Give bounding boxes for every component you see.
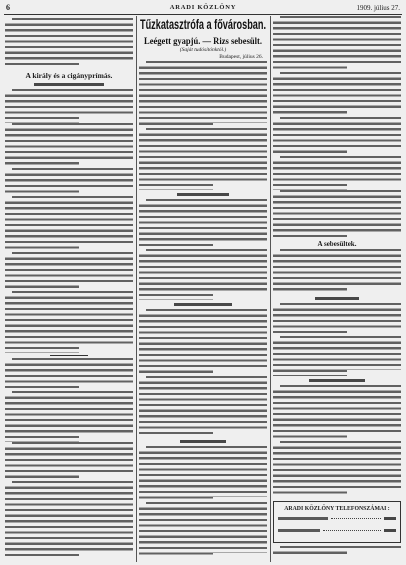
text-paragraph xyxy=(273,303,401,337)
dot-leader xyxy=(323,530,381,531)
text-paragraph xyxy=(139,309,267,376)
text-paragraph xyxy=(5,168,133,196)
page-number: 6 xyxy=(6,3,10,12)
text-paragraph xyxy=(273,190,401,240)
text-paragraph xyxy=(139,376,267,438)
text-paragraph xyxy=(273,156,401,190)
byline: (Saját tudósítónktól.) xyxy=(179,47,227,53)
telephone-numbers-box xyxy=(273,501,401,543)
telephone-label xyxy=(278,517,328,520)
text-paragraph xyxy=(139,61,267,128)
text-paragraph xyxy=(273,336,401,375)
column-rule xyxy=(136,16,137,562)
middle-column xyxy=(139,16,267,562)
text-paragraph xyxy=(5,442,133,481)
text-paragraph xyxy=(139,249,267,299)
text-paragraph xyxy=(139,446,267,502)
section-heading: A sebesültek. xyxy=(317,239,357,248)
headline-text: Tűzkatasztrófa a fővárosban. xyxy=(140,16,266,32)
issue-date: 1909. július 27. xyxy=(356,4,400,12)
text-paragraph xyxy=(5,196,133,252)
subheadline xyxy=(139,35,267,47)
section-subheading xyxy=(174,303,233,306)
article-heading: A király és a cigányprímás. xyxy=(25,71,113,81)
telephone-label xyxy=(278,529,320,532)
text-paragraph xyxy=(5,358,133,392)
telephone-number xyxy=(384,517,396,520)
telephone-row xyxy=(278,513,396,525)
text-paragraph xyxy=(5,252,133,291)
article-subheading xyxy=(34,83,104,86)
section-subheading xyxy=(315,297,359,300)
text-paragraph xyxy=(5,391,133,441)
section-separator xyxy=(50,355,88,356)
section-subheading xyxy=(309,379,365,382)
text-paragraph xyxy=(5,291,133,353)
text-paragraph xyxy=(273,117,401,156)
header-rule xyxy=(4,14,402,15)
text-paragraph xyxy=(273,546,401,557)
text-paragraph xyxy=(273,249,401,294)
right-column xyxy=(273,16,401,562)
section-subheading xyxy=(177,193,228,196)
telephone-box-title: ARADI KÖZLÖNY TELEFONSZÁMAI : xyxy=(284,505,390,512)
text-paragraph xyxy=(5,18,133,68)
left-column xyxy=(5,18,133,562)
text-paragraph xyxy=(273,385,401,441)
headline xyxy=(139,16,267,32)
text-paragraph xyxy=(139,199,267,249)
dateline: Budapest, július 26. xyxy=(219,54,263,60)
column-rule xyxy=(270,16,271,562)
text-paragraph xyxy=(5,123,133,168)
dot-leader xyxy=(331,518,381,519)
masthead-title: ARADI KÖZLÖNY xyxy=(169,4,237,11)
text-paragraph xyxy=(273,72,401,117)
text-paragraph xyxy=(5,89,133,123)
text-paragraph xyxy=(139,502,267,558)
text-paragraph xyxy=(273,441,401,497)
section-subheading xyxy=(180,440,226,443)
text-paragraph xyxy=(5,481,133,559)
telephone-row xyxy=(278,525,396,537)
text-paragraph xyxy=(139,128,267,190)
text-paragraph xyxy=(273,16,401,72)
subheadline-text: Leégett gyapjú. — Rizs sebesült. xyxy=(144,36,262,46)
telephone-number xyxy=(384,529,396,532)
